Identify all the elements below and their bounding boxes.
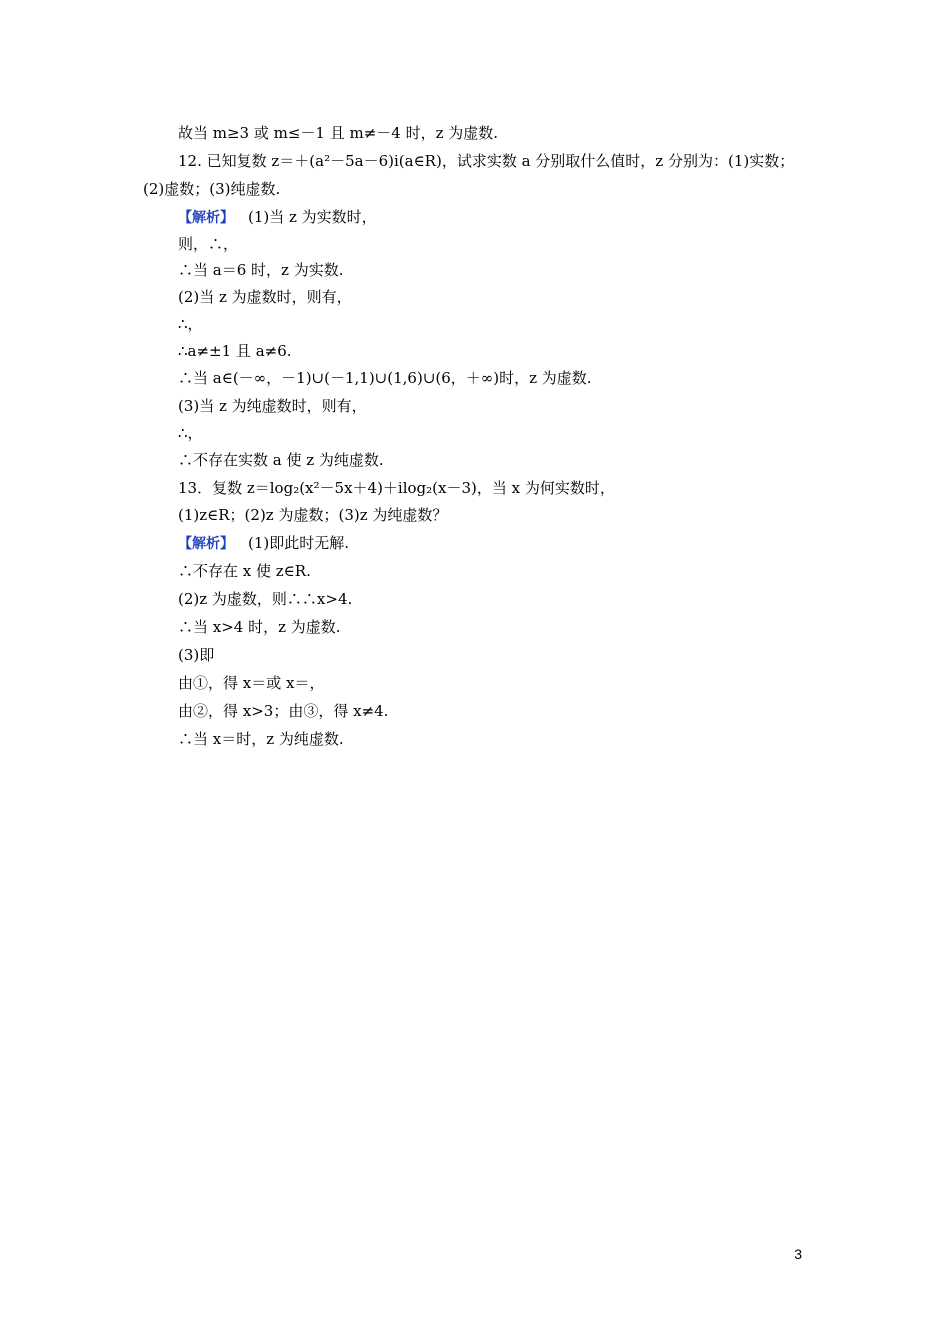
- solution-heading: 【解析】 (1)当 z 为实数时，: [178, 208, 377, 226]
- text-line: ∴当 a∈(－∞，－1)∪(－1,1)∪(1,6)∪(6，＋∞)时，z 为虚数.: [178, 369, 592, 387]
- text-line: ∴不存在 x 使 z∈R.: [178, 562, 311, 580]
- text-line: ∴，: [178, 315, 203, 333]
- question-13-line-2: (1)z∈R；(2)z 为虚数；(3)z 为纯虚数？: [178, 506, 448, 524]
- text-line: ∴当 a＝6 时，z 为实数.: [178, 261, 344, 279]
- solution-tag: 【解析】: [178, 536, 234, 552]
- text-line: 则，∴，: [178, 235, 239, 253]
- question-12-line-2: (2)虚数；(3)纯虚数.: [143, 180, 281, 198]
- text-line: ∴，: [178, 424, 203, 442]
- text-line: 由②，得 x>3；由③，得 x≠4.: [178, 702, 389, 720]
- text-line: ∴不存在实数 a 使 z 为纯虚数.: [178, 451, 384, 469]
- text-line: (2)z 为虚数，则∴∴x>4.: [178, 590, 353, 608]
- text-line: ∴当 x>4 时，z 为虚数.: [178, 618, 341, 636]
- solution-heading: 【解析】 (1)即此时无解.: [178, 534, 350, 552]
- text-line: ∴当 x＝时，z 为纯虚数.: [178, 730, 344, 748]
- question-13-line-1: 13．复数 z＝log₂(x²－5x＋4)＋ilog₂(x－3)，当 x 为何实数时，: [178, 479, 615, 497]
- solution-tag: 【解析】: [178, 210, 234, 226]
- text-line: 故当 m≥3 或 m≤－1 且 m≠－4 时，z 为虚数.: [178, 124, 499, 142]
- text-line: ∴a≠±1 且 a≠6.: [178, 342, 292, 360]
- text-line: 由①，得 x＝或 x＝，: [178, 674, 325, 692]
- question-12-line-1: 12. 已知复数 z＝＋(a²－5a－6)i(a∈R)，试求实数 a 分别取什么值时，z 分别为：(1)实数；: [178, 152, 795, 170]
- text-line: (3)当 z 为纯虚数时，则有，: [178, 397, 367, 415]
- text-line: (2)当 z 为虚数时，则有，: [178, 288, 352, 306]
- page-number: 3: [794, 1246, 802, 1262]
- text-line: (3)即: [178, 646, 215, 664]
